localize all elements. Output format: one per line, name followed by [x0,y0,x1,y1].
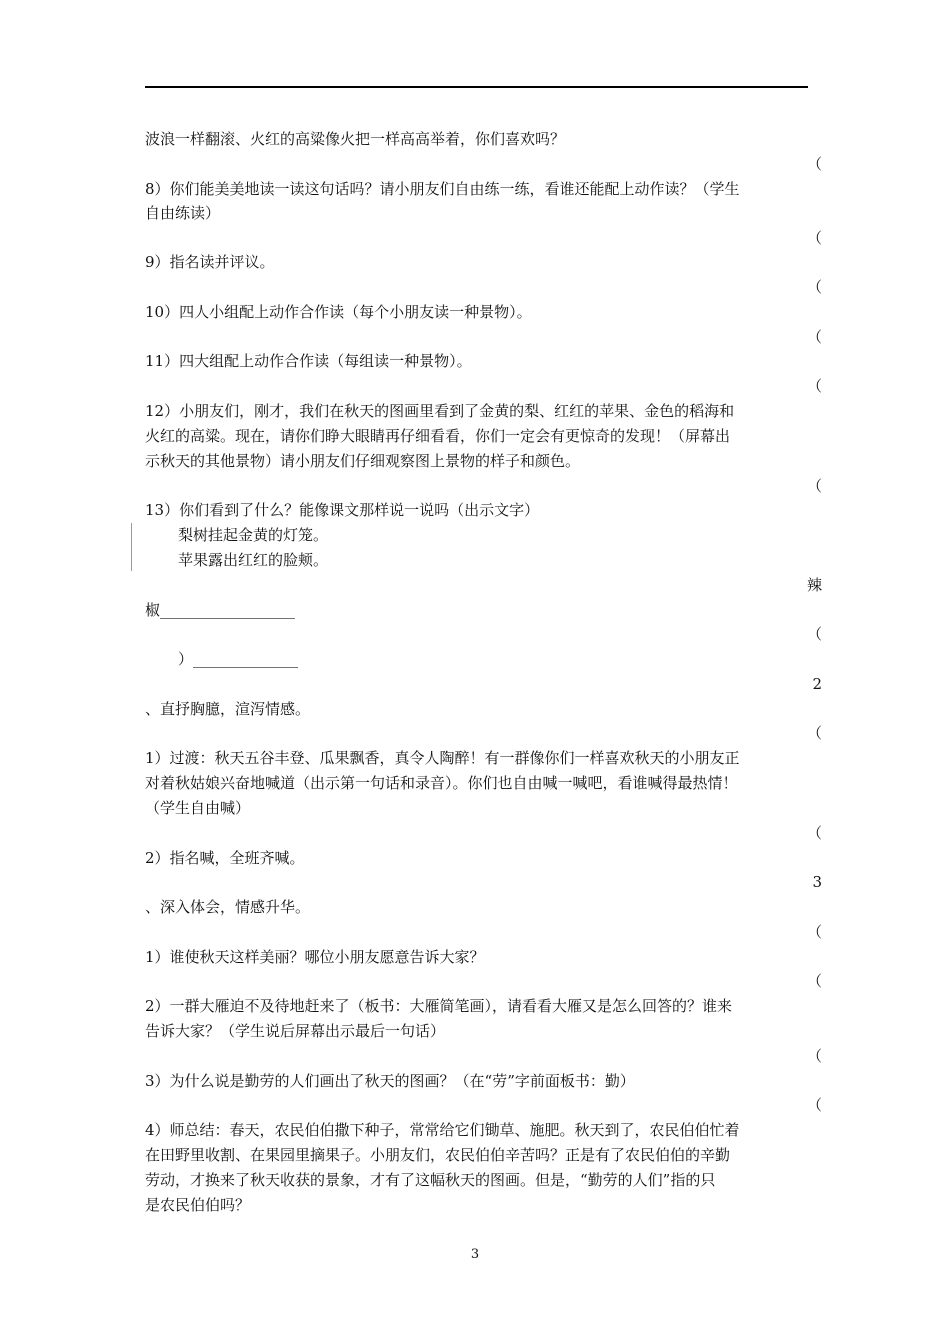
text-line: 告诉大家？（学生说后屏幕出示最后一句话） [145,1022,446,1040]
text-line: 13）你们看到了什么？能像课文那样说一说吗（出示文字） [145,501,540,519]
text-line: 在田野里收割、在果园里摘果子。小朋友们，农民伯伯辛苦吗？正是有了农民伯伯的辛勤 [145,1146,731,1164]
margin-mark: （ [806,278,822,296]
margin-mark: 辣 [806,576,822,594]
text-line: 对着秋姑娘兴奋地喊道（出示第一句话和录音）。你们也自由喊一喊吧，看谁喊得最热情！ [145,774,738,792]
page-number: 3 [470,1247,480,1262]
text-line: 1）谁使秋天这样美丽？哪位小朋友愿意告诉大家？ [145,948,485,966]
margin-bar [131,523,132,571]
margin-mark: 2 [812,675,822,693]
text-line: 梨树挂起金黄的灯笼。 [178,526,329,544]
text-line: （学生自由喊） [145,799,251,817]
margin-mark: （ [806,328,822,346]
section-heading: 、深入体会，情感升华。 [145,898,311,916]
margin-mark: （ [806,155,822,173]
text-line: 11）四大组配上动作合作读（每组读一种景物）。 [145,352,472,370]
text-line: 4）师总结：春天，农民伯伯撒下种子，常常给它们锄草、施肥。秋天到了，农民伯伯忙着 [145,1121,740,1139]
fill-blank-line: 椒__________________ [145,601,296,619]
text-line: 示秋天的其他景物）请小朋友们仔细观察图上景物的样子和颜色。 [145,452,581,470]
margin-mark: （ [806,1096,822,1114]
header-rule [145,86,808,88]
section-heading: 、直抒胸臆，渲泻情感。 [145,700,311,718]
margin-mark: （ [806,229,822,247]
margin-mark: （ [806,1047,822,1065]
margin-mark: （ [806,625,822,643]
text-line: 2）指名喊，全班齐喊。 [145,849,305,867]
text-line: 8）你们能美美地读一读这句话吗？请小朋友们自由练一练，看谁还能配上动作读？（学生 [145,180,740,198]
margin-mark: （ [806,923,822,941]
text-line: 火红的高粱。现在，请你们睁大眼睛再仔细看看，你们一定会有更惊奇的发现！（屏幕出 [145,427,731,445]
text-line: 苹果露出红红的脸颊。 [178,551,329,569]
text-line: 9）指名读并评议。 [145,253,275,271]
text-line: 1）过渡：秋天五谷丰登、瓜果飘香，真令人陶醉！有一群像你们一样喜欢秋天的小朋友正 [145,749,740,767]
margin-mark: （ [806,824,822,842]
text-line: 自由练读） [145,204,221,222]
text-line: 10）四人小组配上动作合作读（每个小朋友读一种景物）。 [145,303,532,321]
text-line: 波浪一样翻滚、火红的高粱像火把一样高高举着，你们喜欢吗？ [145,130,566,148]
margin-mark: （ [806,477,822,495]
text-line: 2）一群大雁迫不及待地赶来了（板书：大雁简笔画），请看看大雁又是怎么回答的？谁来 [145,997,733,1015]
text-line: 劳动，才换来了秋天收获的景象，才有了这幅秋天的图画。但是，“勤劳的人们”指的只 [145,1171,716,1189]
margin-mark: （ [806,724,822,742]
margin-mark: 3 [812,873,822,891]
margin-mark: （ [806,377,822,395]
margin-mark: （ [806,972,822,990]
text-line: 是农民伯伯吗？ [145,1196,251,1214]
fill-blank-line: ）______________ [178,650,299,668]
text-line: 12）小朋友们，刚才，我们在秋天的图画里看到了金黄的梨、红红的苹果、金色的稻海和 [145,402,735,420]
text-line: 3）为什么说是勤劳的人们画出了秋天的图画？（在“劳”字前面板书：勤） [145,1072,635,1090]
